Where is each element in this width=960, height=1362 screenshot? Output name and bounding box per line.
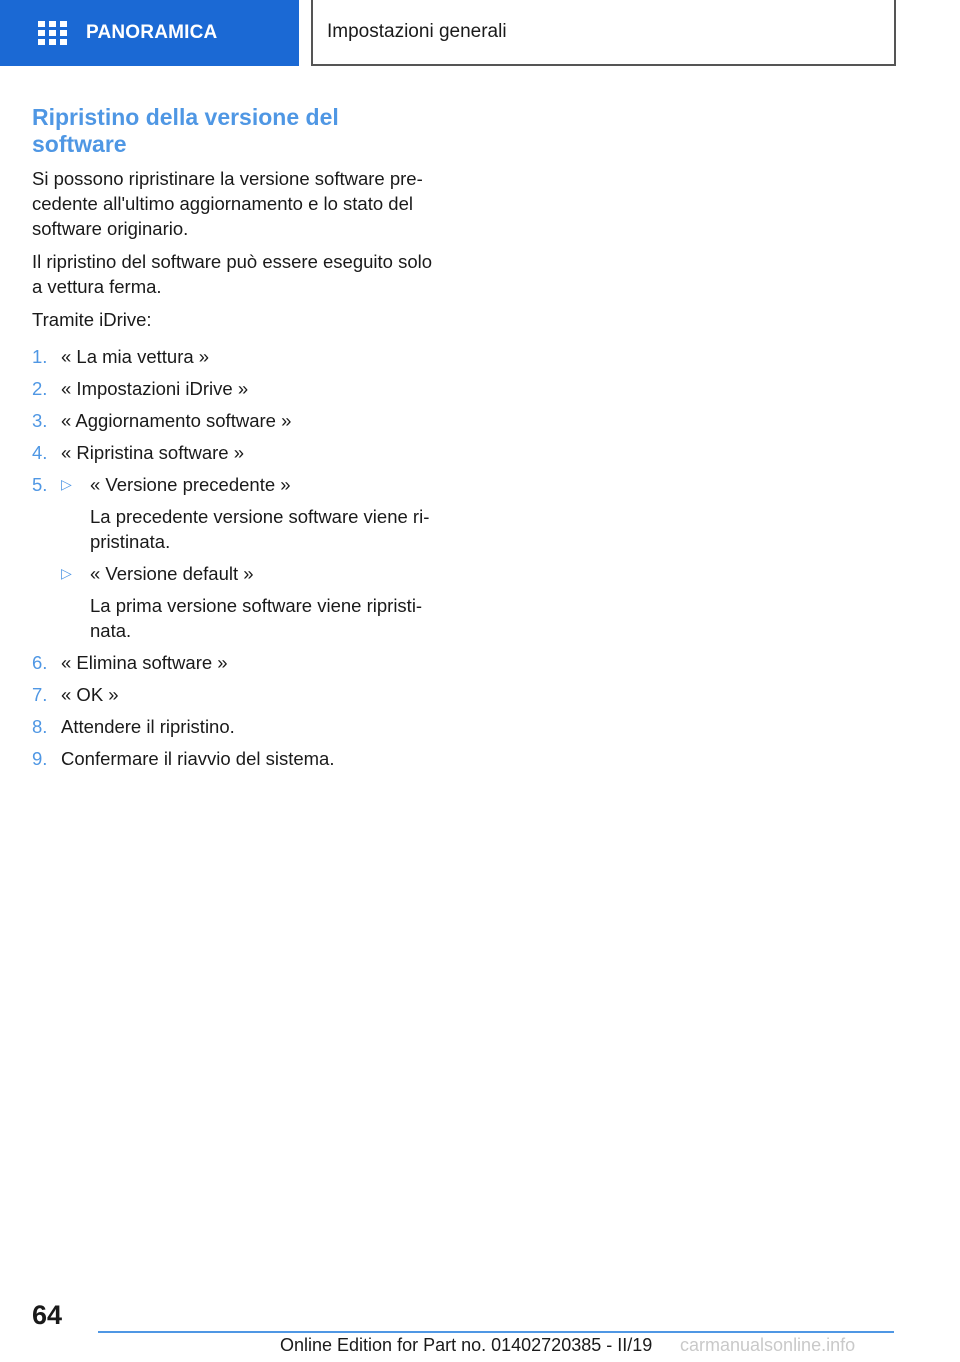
grid-icon: [38, 21, 67, 45]
nav-label: PANORAMICA: [86, 22, 218, 43]
step-number: 1.: [32, 346, 48, 367]
step-item: [32, 682, 448, 707]
footer-edition: Online Edition for Part no. 01402720385 - II/19: [280, 1335, 653, 1355]
step-text: Confermare il riavvio del sistema.: [61, 748, 335, 769]
step-item: [32, 376, 448, 401]
step-number: 7.: [32, 684, 48, 705]
triangle-right-icon: ▷: [61, 565, 72, 581]
option-description: La prima versione software viene ripristi- nata.: [90, 595, 423, 641]
step-item: [32, 714, 448, 739]
option-label: « Versione default »: [90, 563, 254, 584]
step-text: « OK »: [61, 684, 119, 705]
step-item: [32, 440, 448, 465]
option-label: « Versione precedente »: [90, 474, 291, 495]
intro-paragraph: Si possono ripristinare la versione software pre- cedente all'ultimo aggiornamento e lo stato del software originario.: [32, 168, 423, 239]
condition-paragraph: Il ripristino del software può essere eseguito solo a vettura ferma.: [32, 251, 433, 297]
section-title: Impostazioni generali: [327, 21, 507, 42]
step-number: 3.: [32, 410, 48, 431]
step-item: [32, 746, 448, 771]
panoramica-nav-button[interactable]: [0, 0, 299, 66]
page-heading: Ripristino della versione del software: [32, 104, 339, 157]
step-text: « Ripristina software »: [61, 442, 245, 463]
option-item: [61, 561, 448, 643]
step-number: 9.: [32, 748, 48, 769]
step-number: 5.: [32, 474, 48, 495]
option-description: La precedente versione software viene ri- pristinata.: [90, 506, 430, 552]
step-item: [32, 344, 448, 369]
step-text: « Elimina software »: [61, 652, 228, 673]
page-number: 64: [32, 1300, 63, 1330]
step-text: Attendere il ripristino.: [61, 716, 235, 737]
option-item: [61, 472, 448, 554]
option-list: [61, 472, 448, 643]
watermark: carmanualsonline.info: [680, 1335, 856, 1355]
step-text: « La mia vettura »: [61, 346, 210, 367]
steps-list: [32, 344, 448, 771]
step-text: « Impostazioni iDrive »: [61, 378, 249, 399]
idrive-intro: Tramite iDrive:: [32, 309, 152, 330]
step-number: 6.: [32, 652, 48, 673]
content-column: [32, 104, 448, 778]
step-item: [32, 408, 448, 433]
step-item: [32, 650, 448, 675]
step-number: 8.: [32, 716, 48, 737]
section-title-bar: [311, 0, 896, 66]
step-number: 4.: [32, 442, 48, 463]
step-number: 2.: [32, 378, 48, 399]
footer-divider: [98, 1331, 894, 1333]
triangle-right-icon: ▷: [61, 476, 72, 492]
step-text: « Aggiornamento software »: [61, 410, 292, 431]
step-item: [32, 472, 448, 643]
